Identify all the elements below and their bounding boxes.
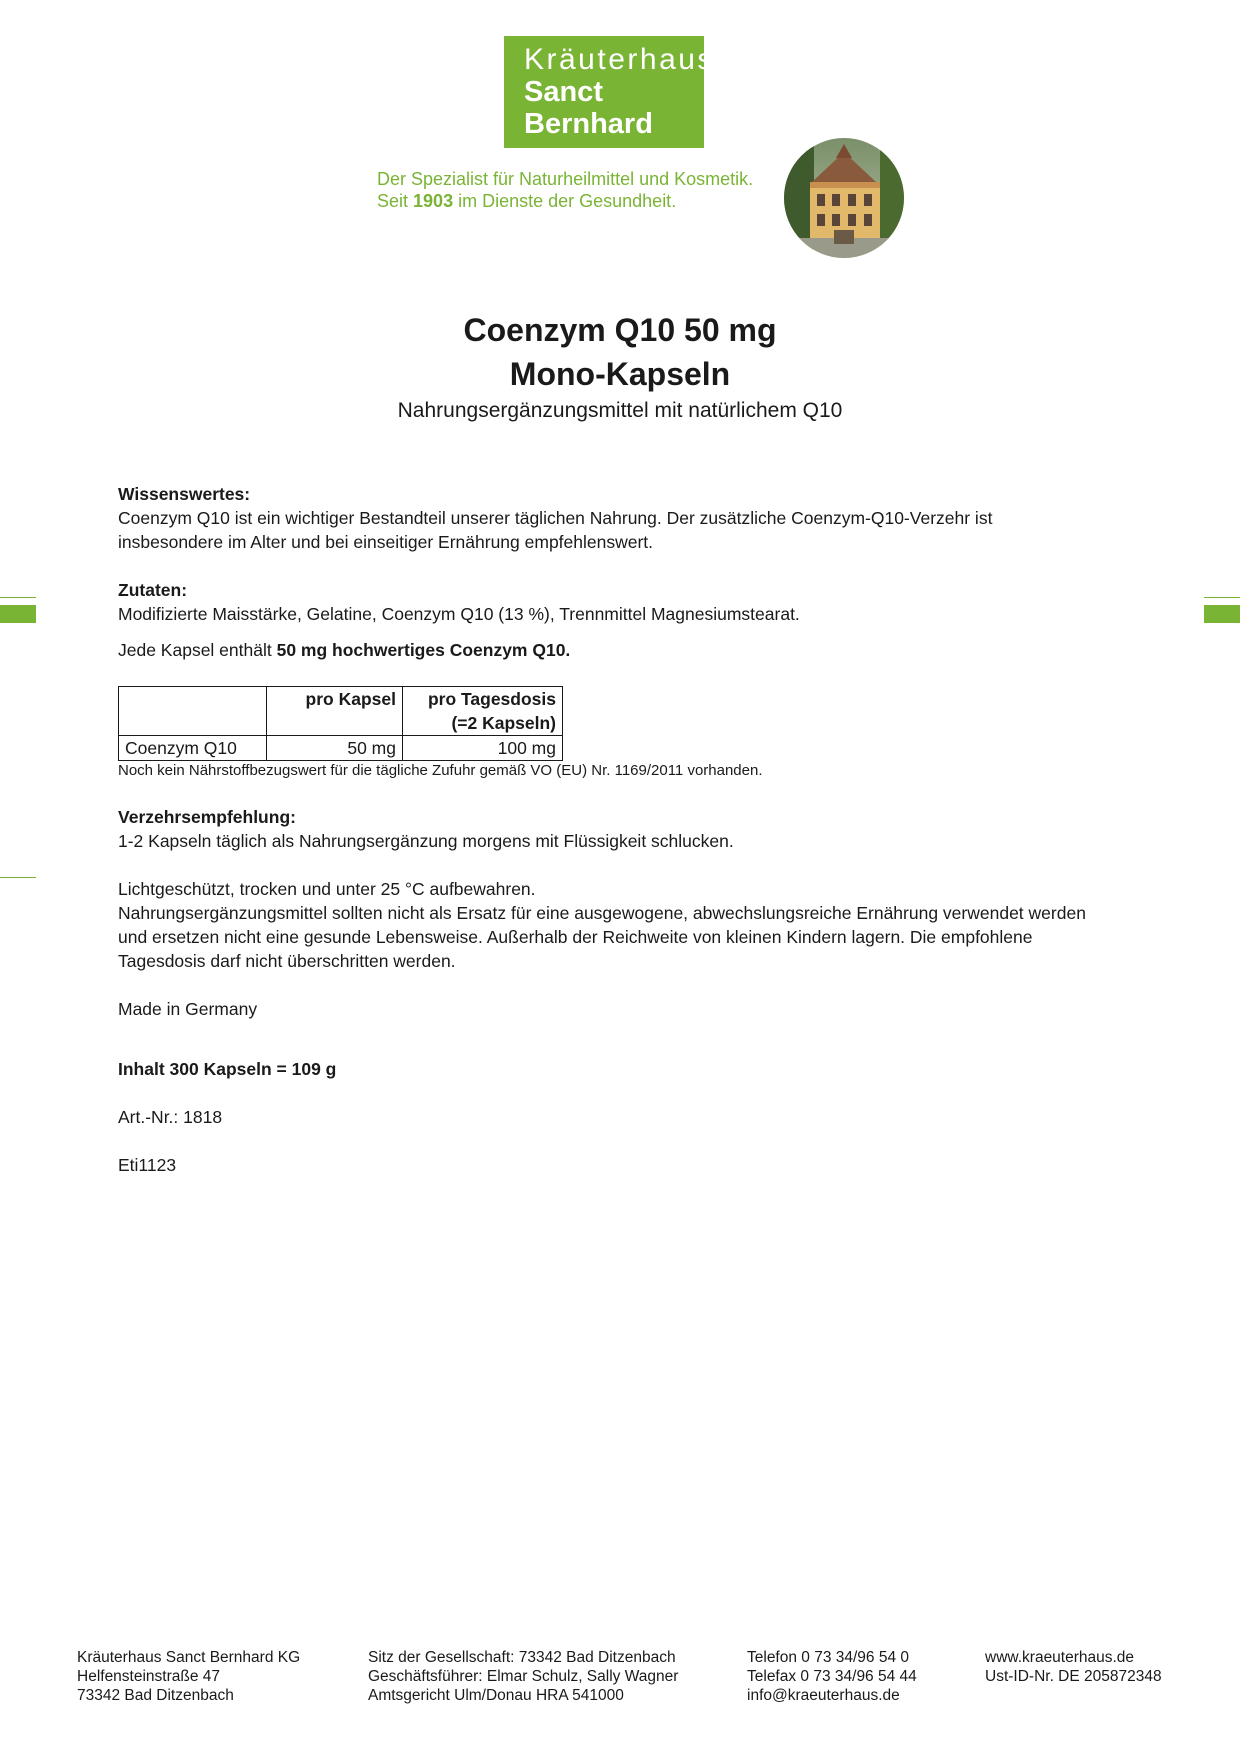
footer-contact xyxy=(747,1648,917,1705)
fold-mark-right-top xyxy=(1204,597,1240,598)
footer-line: Kräuterhaus Sanct Bernhard KG xyxy=(77,1649,301,1666)
wissen-text-line2: insbesondere im Alter und bei einseitiger Ernährung empfehlenswert. xyxy=(118,532,654,552)
kapsel-bold: 50 mg hochwertiges Coenzym Q10. xyxy=(276,640,571,660)
footer-line: Sitz der Gesellschaft: 73342 Bad Ditzenbach xyxy=(368,1649,676,1666)
table-header-per-day-line1: pro Tagesdosis xyxy=(427,689,556,709)
table-header-per-day-line2: (=2 Kapseln) xyxy=(451,713,556,733)
footer-line: Amtsgericht Ulm/Donau HRA 541000 xyxy=(368,1687,624,1704)
fold-mark-left xyxy=(0,605,36,623)
footer-line: Helfensteinstraße 47 xyxy=(77,1668,221,1685)
brand-name-line2: Sanct Bernhard xyxy=(524,76,653,140)
table-note: Noch kein Nährstoffbezugswert für die tägliche Zufuhr gemäß VO (EU) Nr. 1169/2011 vorhanden. xyxy=(118,762,763,779)
tagline-line1: Der Spezialist für Naturheilmittel und Kosmetik. xyxy=(377,169,754,189)
wissen-text-line1: Coenzym Q10 ist ein wichtiger Bestandteil unserer täglichen Nahrung. Der zusätzliche Coenzym-Q10-Verzehr ist xyxy=(118,508,993,528)
product-header xyxy=(0,308,1240,426)
fold-mark-right xyxy=(1204,605,1240,623)
product-subtitle: Nahrungsergänzungsmittel mit natürlichem Q10 xyxy=(397,399,843,422)
footer-fax: Telefax 0 73 34/96 54 44 xyxy=(747,1668,917,1685)
product-title-line1: Coenzym Q10 50 mg xyxy=(463,312,777,348)
zutaten-heading: Zutaten: xyxy=(118,580,188,600)
table-header-per-day xyxy=(403,687,563,736)
label-id: Eti1123 xyxy=(118,1155,177,1175)
brand-logo xyxy=(504,36,715,148)
footer-line: Geschäftsführer: Elmar Schulz, Sally Wagner xyxy=(368,1668,679,1685)
hinweis-line1: Lichtgeschützt, trocken und unter 25 °C aufbewahren. xyxy=(118,879,536,899)
table-header-empty xyxy=(119,687,267,736)
footer-company xyxy=(77,1648,300,1705)
hinweis-line2: Nahrungsergänzungsmittel sollten nicht als Ersatz für eine ausgewogene, abwechslungsreiche Ernährung verwendet werden xyxy=(118,903,1086,923)
brand-name-line1: Kräuterhaus xyxy=(524,43,715,76)
tagline-pre: Seit xyxy=(377,191,414,211)
table-header-row xyxy=(119,687,563,736)
footer-legal xyxy=(368,1648,678,1705)
product-title-line2: Mono-Kapseln xyxy=(509,356,731,392)
footer-email[interactable]: info@kraeuterhaus.de xyxy=(747,1687,900,1704)
kapsel-content xyxy=(118,638,1128,662)
fold-mark-left-bottom xyxy=(0,877,36,878)
fold-mark-left-top xyxy=(0,597,36,598)
product-info xyxy=(118,482,1128,1177)
footer-vat-id: Ust-ID-Nr. DE 205872348 xyxy=(985,1668,1162,1685)
package-content: Inhalt 300 Kapseln = 109 g xyxy=(118,1059,337,1079)
tagline-line2 xyxy=(377,190,753,212)
brand-tagline xyxy=(377,168,753,212)
hinweis-line4: Tagesdosis darf nicht überschritten werden. xyxy=(118,951,456,971)
tagline-year: 1903 xyxy=(413,191,454,211)
footer-line: 73342 Bad Ditzenbach xyxy=(77,1687,234,1704)
tagline-post: im Dienste der Gesundheit. xyxy=(453,191,677,211)
table-cell-per-day: 100 mg xyxy=(403,736,563,761)
article-number: Art.-Nr.: 1818 xyxy=(118,1107,223,1127)
nutrition-table xyxy=(118,686,563,761)
verzehr-text: 1-2 Kapseln täglich als Nahrungsergänzung morgens mit Flüssigkeit schlucken. xyxy=(118,831,734,851)
made-in: Made in Germany xyxy=(118,999,258,1019)
table-cell-per-capsule: 50 mg xyxy=(267,736,403,761)
footer-web xyxy=(985,1648,1162,1686)
building-photo xyxy=(784,138,904,258)
hinweis-line3: und ersetzen nicht eine gesunde Lebensweise. Außerhalb der Reichweite von kleinen Kindern lagern. Die empfohlene xyxy=(118,927,1033,947)
footer-website[interactable]: www.kraeuterhaus.de xyxy=(985,1649,1135,1666)
table-cell-ingredient: Coenzym Q10 xyxy=(119,736,267,761)
table-header-per-capsule: pro Kapsel xyxy=(267,687,403,736)
zutaten-text: Modifizierte Maisstärke, Gelatine, Coenzym Q10 (13 %), Trennmittel Magnesiumstearat. xyxy=(118,604,800,624)
verzehr-heading: Verzehrsempfehlung: xyxy=(118,807,296,827)
wissen-heading: Wissenswertes: xyxy=(118,484,251,504)
table-row xyxy=(119,736,563,761)
kapsel-text: Jede Kapsel enthält xyxy=(118,640,277,660)
footer-phone: Telefon 0 73 34/96 54 0 xyxy=(747,1649,910,1666)
